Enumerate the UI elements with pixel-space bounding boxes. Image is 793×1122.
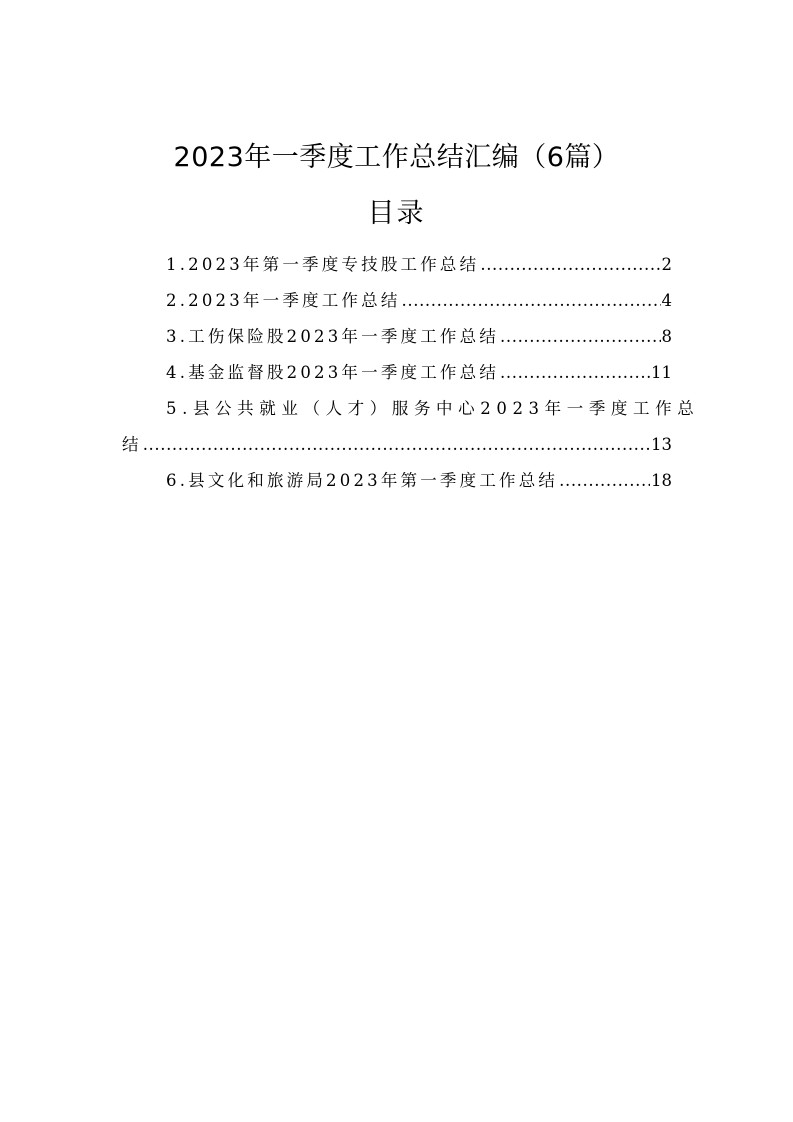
toc-page-number: 18 [651, 471, 672, 490]
toc-entry-2[interactable] [122, 283, 672, 319]
toc-dot-leader [500, 319, 660, 355]
toc-dot-leader [143, 427, 650, 463]
toc-entry-3[interactable] [122, 319, 672, 355]
toc-entry-label-line2: 结 [122, 435, 142, 454]
toc-entry-6[interactable] [122, 463, 672, 499]
toc-entry-label-line1: 5.县公共就业（人才）服务中心2023年一季度工作总 [166, 399, 700, 418]
table-of-contents [122, 247, 700, 499]
toc-page-number: 11 [651, 363, 672, 382]
toc-entry-1[interactable] [122, 247, 672, 283]
toc-entry-label: 2.2023年一季度工作总结 [166, 291, 401, 310]
toc-page-number: 8 [661, 327, 672, 346]
toc-heading: 目录 [367, 198, 426, 229]
toc-page-number: 4 [661, 291, 672, 310]
document-title: 2023年一季度工作总结汇编（6篇） [173, 142, 620, 173]
toc-entry-label: 3.工伤保险股2023年一季度工作总结 [166, 327, 500, 346]
toc-page-number: 2 [661, 255, 672, 274]
toc-entry-label: 4.基金监督股2023年一季度工作总结 [166, 363, 500, 382]
toc-dot-leader [480, 247, 660, 283]
toc-dot-leader [559, 463, 650, 499]
toc-entry-label: 1.2023年第一季度专技股工作总结 [166, 255, 480, 274]
toc-entry-5[interactable] [122, 391, 700, 463]
toc-entry-label: 6.县文化和旅游局2023年第一季度工作总结 [166, 471, 559, 490]
toc-entry-4[interactable] [122, 355, 672, 391]
toc-page-number: 13 [651, 435, 672, 454]
toc-dot-leader [500, 355, 650, 391]
toc-dot-leader [402, 283, 661, 319]
